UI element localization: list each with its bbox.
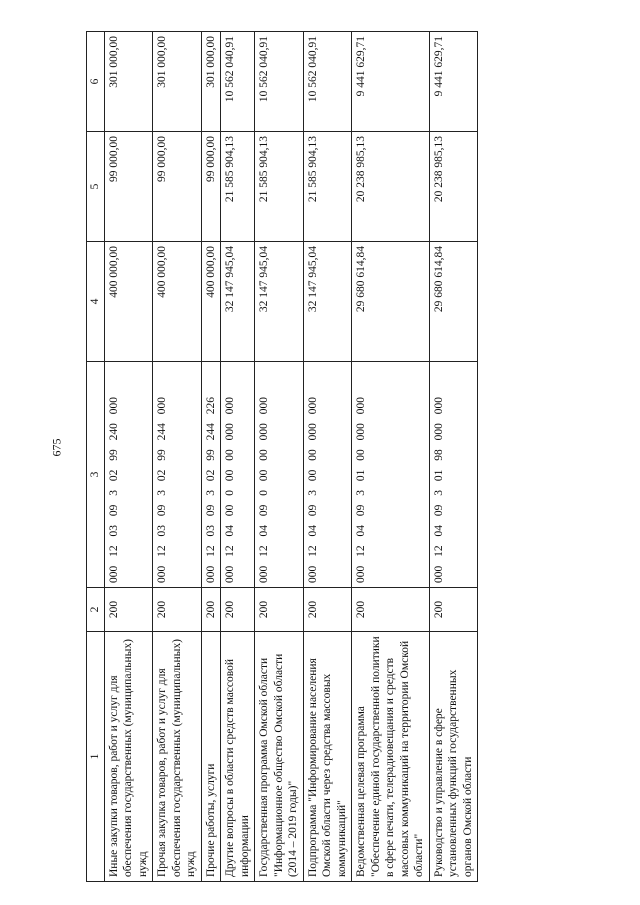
- row-value-6: 301 000,00: [104, 32, 153, 132]
- row-value-5: 20 238 985,13: [352, 132, 430, 242]
- row-admin: 200: [221, 588, 255, 632]
- row-code: 000 12 04 09 3 01 00 000 000: [352, 362, 430, 588]
- column-header: 4: [87, 242, 105, 362]
- column-header: 3: [87, 362, 105, 588]
- row-code: 000 12 03 09 3 02 99 244 000: [153, 362, 202, 588]
- row-value-5: 99 000,00: [104, 132, 153, 242]
- column-header: 6: [87, 32, 105, 132]
- row-value-4: 32 147 945,04: [255, 242, 304, 362]
- row-value-6: 10 562 040,91: [221, 32, 255, 132]
- row-value-6: 301 000,00: [201, 32, 221, 132]
- column-header: 1: [87, 632, 105, 882]
- row-name: Государственная программа Омской области "Информационное общество Омской области (2014 – 2019 годы)": [255, 632, 304, 882]
- row-value-6: 10 562 040,91: [303, 32, 352, 132]
- row-value-5: 21 585 904,13: [303, 132, 352, 242]
- row-value-6: 9 441 629,71: [352, 32, 430, 132]
- row-admin: 200: [201, 588, 221, 632]
- row-code: 000 12 03 09 3 02 99 240 000: [104, 362, 153, 588]
- row-code: 000 12 04 09 3 00 00 000 000: [303, 362, 352, 588]
- row-name: Прочая закупка товаров, работ и услуг для обеспечения государственных (муниципальных) нужд: [153, 632, 202, 882]
- row-value-4: 400 000,00: [201, 242, 221, 362]
- row-value-5: 21 585 904,13: [221, 132, 255, 242]
- column-header: 5: [87, 132, 105, 242]
- row-admin: 200: [153, 588, 202, 632]
- row-value-5: 20 238 985,13: [429, 132, 478, 242]
- row-value-5: 99 000,00: [201, 132, 221, 242]
- row-name: Ведомственная целевая программа "Обеспечение единой государственной политики в сфере печати, телерадиовещания и средств массовых коммуникаций на территории Омской области": [352, 632, 430, 882]
- row-admin: 200: [104, 588, 153, 632]
- budget-table: [86, 31, 478, 882]
- column-header: 2: [87, 588, 105, 632]
- row-value-4: 29 680 614,84: [429, 242, 478, 362]
- row-value-5: 99 000,00: [153, 132, 202, 242]
- row-value-6: 10 562 040,91: [255, 32, 304, 132]
- rotated-page-content: [86, 32, 546, 882]
- row-value-6: 301 000,00: [153, 32, 202, 132]
- row-name: Иные закупки товаров, работ и услуг для обеспечения государственных (муниципальных) нужд: [104, 632, 153, 882]
- table-row: [352, 32, 430, 882]
- row-admin: 200: [303, 588, 352, 632]
- row-name: Прочие работы, услуги: [201, 632, 221, 882]
- row-code: 000 12 04 09 0 00 00 000 000: [255, 362, 304, 588]
- row-admin: 200: [352, 588, 430, 632]
- table-row: [255, 32, 304, 882]
- row-admin: 200: [255, 588, 304, 632]
- row-code: 000 12 04 00 0 00 00 000 000: [221, 362, 255, 588]
- table-row: [104, 32, 153, 882]
- row-code: 000 12 03 09 3 02 99 244 226: [201, 362, 221, 588]
- row-value-4: 400 000,00: [104, 242, 153, 362]
- row-name: Подпрограмма "Информирование населения Омской области через средства массовых коммуникаций": [303, 632, 352, 882]
- row-name: Руководство и управление в сфере установленных функций государственных органов Омской области: [429, 632, 478, 882]
- row-value-6: 9 441 629,71: [429, 32, 478, 132]
- row-code: 000 12 04 09 3 01 98 000 000: [429, 362, 478, 588]
- row-value-5: 21 585 904,13: [255, 132, 304, 242]
- row-value-4: 29 680 614,84: [352, 242, 430, 362]
- row-name: Другие вопросы в области средств массовой информации: [221, 632, 255, 882]
- row-value-4: 32 147 945,04: [303, 242, 352, 362]
- table-row: [153, 32, 202, 882]
- row-value-4: 32 147 945,04: [221, 242, 255, 362]
- table-row: [221, 32, 255, 882]
- table-row: [201, 32, 221, 882]
- row-value-4: 400 000,00: [153, 242, 202, 362]
- page-number: 675: [49, 438, 64, 457]
- table-row: [429, 32, 478, 882]
- table-row: [303, 32, 352, 882]
- table-header-row: [87, 32, 105, 882]
- row-admin: 200: [429, 588, 478, 632]
